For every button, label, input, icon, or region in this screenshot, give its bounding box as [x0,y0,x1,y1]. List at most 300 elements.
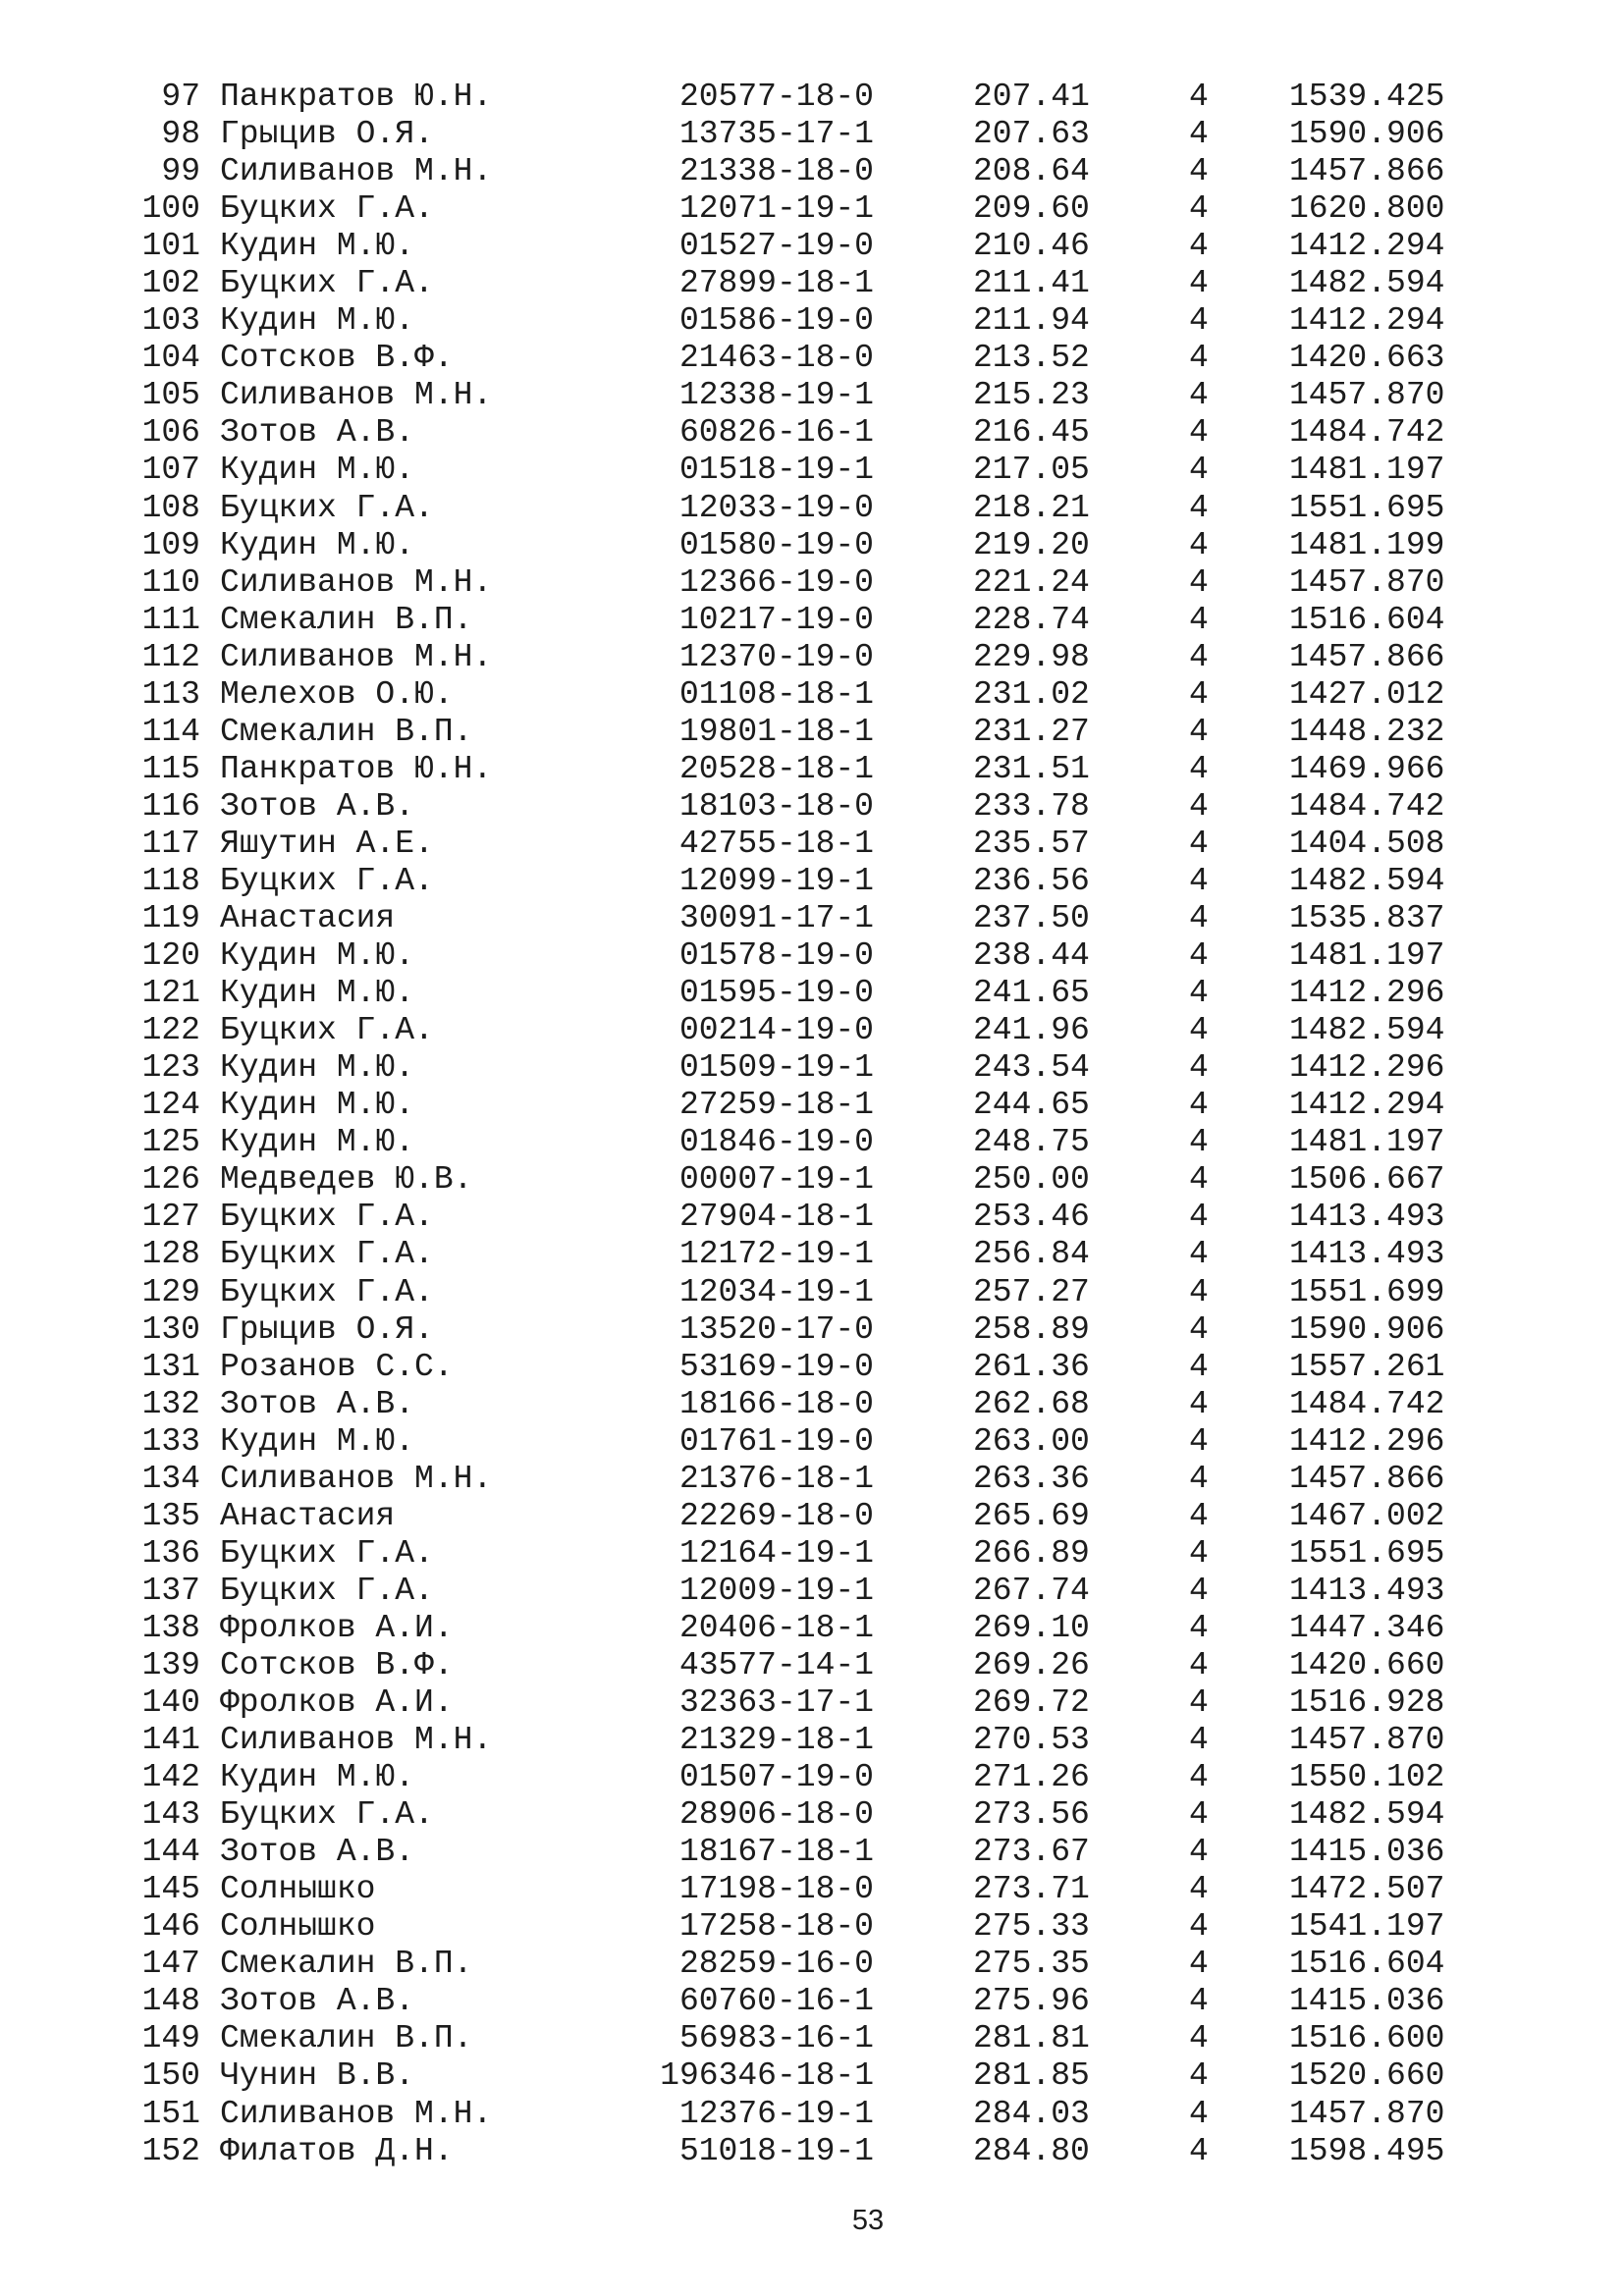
score-value: 1420.663 [1289,340,1445,377]
category-value: 4 [1189,862,1209,899]
table-row [0,1423,1624,1461]
category-value: 4 [1189,1422,1209,1460]
category-value: 4 [1189,1609,1209,1646]
time-value: 209.60 [973,190,1090,228]
time-value: 244.65 [973,1087,1090,1124]
record-code: 01761-19-0 [678,1422,874,1460]
score-value: 1404.508 [1289,825,1445,862]
record-code: 53169-19-0 [678,1348,874,1385]
record-code: 10217-19-0 [678,601,874,638]
category-value: 4 [1189,1385,1209,1422]
record-code: 30091-17-1 [678,900,874,937]
time-value: 263.36 [973,1460,1090,1497]
row-number: 139 [141,1646,200,1683]
time-value: 284.80 [973,2132,1090,2169]
time-value: 236.56 [973,862,1090,899]
score-value: 1506.667 [1289,1161,1445,1199]
participant-name: Розанов С.С. [220,1348,454,1385]
row-number: 143 [141,1796,200,1834]
table-row [0,900,1624,937]
table-row [0,1124,1624,1161]
table-row [0,116,1624,153]
record-code: 27899-18-1 [678,265,874,302]
score-value: 1467.002 [1289,1497,1445,1534]
score-value: 1482.594 [1289,1012,1445,1049]
participant-name: Буцких Г.А. [220,1273,434,1310]
score-value: 1469.966 [1289,750,1445,787]
record-code: 20528-18-1 [678,750,874,787]
table-row [0,228,1624,265]
table-row [0,1461,1624,1498]
record-code: 196346-18-1 [660,2057,874,2095]
time-value: 261.36 [973,1348,1090,1385]
row-number: 125 [141,1124,200,1161]
participant-name: Буцких Г.А. [220,1012,434,1049]
row-number: 108 [141,489,200,526]
participant-name: Силиванов М.Н. [220,1722,493,1759]
record-code: 12034-19-1 [678,1273,874,1310]
score-value: 1412.296 [1289,1422,1445,1460]
table-row [0,2057,1624,2095]
time-value: 221.24 [973,563,1090,601]
participant-name: Чунин В.В. [220,2057,415,2095]
time-value: 265.69 [973,1497,1090,1534]
participant-name: Мелехов О.Ю. [220,675,454,713]
score-value: 1535.837 [1289,900,1445,937]
participant-name: Кудин М.Ю. [220,975,415,1012]
table-row [0,527,1624,564]
time-value: 275.35 [973,1946,1090,1983]
time-value: 281.81 [973,2020,1090,2057]
participant-name: Зотов А.В. [220,1834,415,1871]
participant-name: Панкратов Ю.Н. [220,750,493,787]
row-number: 103 [141,302,200,340]
participant-name: Буцких Г.А. [220,1199,434,1236]
time-value: 263.00 [973,1422,1090,1460]
table-row [0,1349,1624,1386]
record-code: 18167-18-1 [678,1834,874,1871]
table-row [0,452,1624,489]
score-value: 1551.695 [1289,489,1445,526]
row-number: 130 [141,1310,200,1348]
participant-name: Зотов А.В. [220,1983,415,2020]
time-value: 248.75 [973,1124,1090,1161]
participant-name: Зотов А.В. [220,787,415,825]
category-value: 4 [1189,1124,1209,1161]
record-code: 00007-19-1 [678,1161,874,1199]
row-number: 101 [141,228,200,265]
time-value: 250.00 [973,1161,1090,1199]
record-code: 42755-18-1 [678,825,874,862]
participant-name: Смекалин В.П. [220,713,473,750]
time-value: 233.78 [973,787,1090,825]
table-row [0,1610,1624,1647]
row-number: 124 [141,1087,200,1124]
row-number: 134 [141,1460,200,1497]
time-value: 241.96 [973,1012,1090,1049]
category-value: 4 [1189,1273,1209,1310]
participant-name: Кудин М.Ю. [220,1759,415,1796]
record-code: 21329-18-1 [678,1722,874,1759]
score-value: 1415.036 [1289,1983,1445,2020]
category-value: 4 [1189,340,1209,377]
participant-name: Буцких Г.А. [220,1796,434,1834]
table-row [0,1199,1624,1236]
table-row [0,1274,1624,1311]
table-row [0,79,1624,116]
row-number: 107 [141,452,200,489]
participant-name: Буцких Г.А. [220,1236,434,1273]
record-code: 01846-19-0 [678,1124,874,1161]
table-row [0,937,1624,975]
record-code: 21463-18-0 [678,340,874,377]
score-value: 1590.906 [1289,116,1445,153]
row-number: 144 [141,1834,200,1871]
time-value: 273.71 [973,1871,1090,1908]
participant-name: Солнышко [220,1908,376,1946]
participant-name: Кудин М.Ю. [220,302,415,340]
record-code: 12033-19-0 [678,489,874,526]
table-row [0,1573,1624,1610]
participant-name: Яшутин А.Е. [220,825,434,862]
category-value: 4 [1189,1983,1209,2020]
category-value: 4 [1189,1534,1209,1572]
participant-name: Силиванов М.Н. [220,638,493,675]
time-value: 237.50 [973,900,1090,937]
participant-name: Буцких Г.А. [220,489,434,526]
row-number: 111 [141,601,200,638]
record-code: 13735-17-1 [678,116,874,153]
category-value: 4 [1189,79,1209,115]
record-code: 01527-19-0 [678,228,874,265]
score-value: 1484.742 [1289,414,1445,452]
row-number: 105 [141,377,200,414]
record-code: 12370-19-0 [678,638,874,675]
table-row [0,714,1624,751]
participant-name: Кудин М.Ю. [220,1422,415,1460]
row-number: 106 [141,414,200,452]
score-value: 1448.232 [1289,713,1445,750]
score-value: 1412.296 [1289,975,1445,1012]
participant-name: Силиванов М.Н. [220,1460,493,1497]
participant-name: Зотов А.В. [220,414,415,452]
table-row [0,1908,1624,1946]
record-code: 43577-14-1 [678,1646,874,1683]
record-code: 12009-19-1 [678,1572,874,1609]
record-code: 28906-18-0 [678,1796,874,1834]
category-value: 4 [1189,2095,1209,2132]
participant-name: Анастасия [220,1497,396,1534]
row-number: 128 [141,1236,200,1273]
category-value: 4 [1189,638,1209,675]
table-row [0,153,1624,190]
row-number: 110 [141,563,200,601]
row-number: 102 [141,265,200,302]
category-value: 4 [1189,1572,1209,1609]
record-code: 60826-16-1 [678,414,874,452]
time-value: 273.56 [973,1796,1090,1834]
table-row [0,1834,1624,1871]
record-code: 12164-19-1 [678,1534,874,1572]
results-table [0,79,1624,2170]
table-row [0,1311,1624,1349]
record-code: 27904-18-1 [678,1199,874,1236]
category-value: 4 [1189,1049,1209,1087]
participant-name: Кудин М.Ю. [220,937,415,975]
category-value: 4 [1189,2020,1209,2057]
category-value: 4 [1189,452,1209,489]
score-value: 1520.660 [1289,2057,1445,2095]
participant-name: Медведев Ю.В. [220,1161,473,1199]
row-number: 114 [141,713,200,750]
row-number: 140 [141,1684,200,1722]
score-value: 1482.594 [1289,265,1445,302]
table-row [0,1236,1624,1273]
score-value: 1541.197 [1289,1908,1445,1946]
time-value: 275.96 [973,1983,1090,2020]
table-row [0,1983,1624,2020]
record-code: 21338-18-0 [678,153,874,190]
category-value: 4 [1189,302,1209,340]
record-code: 12099-19-1 [678,862,874,899]
table-row [0,1871,1624,1908]
category-value: 4 [1189,1871,1209,1908]
participant-name: Буцких Г.А. [220,1534,434,1572]
table-row [0,602,1624,639]
score-value: 1620.800 [1289,190,1445,228]
time-value: 241.65 [973,975,1090,1012]
time-value: 218.21 [973,489,1090,526]
category-value: 4 [1189,1722,1209,1759]
table-row [0,302,1624,340]
page-number: 53 [851,2205,885,2236]
score-value: 1457.866 [1289,638,1445,675]
table-row [0,1161,1624,1199]
table-row [0,975,1624,1012]
row-number: 104 [141,340,200,377]
participant-name: Кудин М.Ю. [220,452,415,489]
category-value: 4 [1189,1199,1209,1236]
time-value: 267.74 [973,1572,1090,1609]
record-code: 13520-17-0 [678,1310,874,1348]
score-value: 1457.866 [1289,153,1445,190]
category-value: 4 [1189,675,1209,713]
time-value: 213.52 [973,340,1090,377]
category-value: 4 [1189,825,1209,862]
score-value: 1420.660 [1289,1646,1445,1683]
score-value: 1539.425 [1289,79,1445,115]
category-value: 4 [1189,265,1209,302]
table-row [0,1722,1624,1759]
category-value: 4 [1189,228,1209,265]
score-value: 1457.870 [1289,1722,1445,1759]
participant-name: Сотсков В.Ф. [220,1646,454,1683]
score-value: 1457.866 [1289,1460,1445,1497]
score-value: 1413.493 [1289,1236,1445,1273]
record-code: 20406-18-1 [678,1609,874,1646]
category-value: 4 [1189,1497,1209,1534]
time-value: 284.03 [973,2095,1090,2132]
row-number: 141 [141,1722,200,1759]
record-code: 12172-19-1 [678,1236,874,1273]
category-value: 4 [1189,1236,1209,1273]
score-value: 1482.594 [1289,862,1445,899]
row-number: 129 [141,1273,200,1310]
table-row [0,1796,1624,1834]
score-value: 1457.870 [1289,377,1445,414]
table-row [0,639,1624,676]
time-value: 256.84 [973,1236,1090,1273]
score-value: 1412.294 [1289,1087,1445,1124]
score-value: 1590.906 [1289,1310,1445,1348]
row-number: 142 [141,1759,200,1796]
score-value: 1516.928 [1289,1684,1445,1722]
score-value: 1447.346 [1289,1609,1445,1646]
table-row [0,826,1624,863]
row-number: 137 [141,1572,200,1609]
row-number: 97 [161,79,200,115]
table-row [0,676,1624,714]
table-row [0,414,1624,452]
table-row [0,788,1624,826]
time-value: 207.41 [973,79,1090,115]
category-value: 4 [1189,1348,1209,1385]
time-value: 243.54 [973,1049,1090,1087]
category-value: 4 [1189,116,1209,153]
table-row [0,751,1624,788]
row-number: 132 [141,1385,200,1422]
time-value: 219.20 [973,526,1090,563]
participant-name: Силиванов М.Н. [220,153,493,190]
row-number: 117 [141,825,200,862]
time-value: 238.44 [973,937,1090,975]
record-code: 01578-19-0 [678,937,874,975]
table-row [0,863,1624,900]
participant-name: Буцких Г.А. [220,1572,434,1609]
score-value: 1412.296 [1289,1049,1445,1087]
table-row [0,1647,1624,1684]
time-value: 262.68 [973,1385,1090,1422]
record-code: 12376-19-1 [678,2095,874,2132]
record-code: 12071-19-1 [678,190,874,228]
time-value: 231.27 [973,713,1090,750]
row-number: 113 [141,675,200,713]
participant-name: Смекалин В.П. [220,601,473,638]
row-number: 120 [141,937,200,975]
category-value: 4 [1189,601,1209,638]
row-number: 131 [141,1348,200,1385]
record-code: 01509-19-1 [678,1049,874,1087]
row-number: 121 [141,975,200,1012]
table-row [0,190,1624,228]
record-code: 12338-19-1 [678,377,874,414]
table-row [0,377,1624,414]
table-row [0,1684,1624,1722]
category-value: 4 [1189,190,1209,228]
record-code: 01507-19-0 [678,1759,874,1796]
participant-name: Фролков А.И. [220,1684,454,1722]
score-value: 1516.604 [1289,601,1445,638]
category-value: 4 [1189,414,1209,452]
category-value: 4 [1189,1796,1209,1834]
category-value: 4 [1189,526,1209,563]
time-value: 257.27 [973,1273,1090,1310]
table-row [0,2133,1624,2170]
time-value: 253.46 [973,1199,1090,1236]
time-value: 216.45 [973,414,1090,452]
record-code: 01108-18-1 [678,675,874,713]
time-value: 258.89 [973,1310,1090,1348]
record-code: 22269-18-0 [678,1497,874,1534]
row-number: 148 [141,1983,200,2020]
record-code: 51018-19-1 [678,2132,874,2169]
score-value: 1481.197 [1289,1124,1445,1161]
record-code: 00214-19-0 [678,1012,874,1049]
time-value: 270.53 [973,1722,1090,1759]
participant-name: Буцких Г.А. [220,862,434,899]
score-value: 1457.870 [1289,563,1445,601]
time-value: 273.67 [973,1834,1090,1871]
row-number: 112 [141,638,200,675]
time-value: 211.94 [973,302,1090,340]
row-number: 127 [141,1199,200,1236]
record-code: 28259-16-0 [678,1946,874,1983]
time-value: 217.05 [973,452,1090,489]
category-value: 4 [1189,1310,1209,1348]
record-code: 60760-16-1 [678,1983,874,2020]
category-value: 4 [1189,937,1209,975]
category-value: 4 [1189,153,1209,190]
row-number: 150 [141,2057,200,2095]
participant-name: Грыцив О.Я. [220,116,434,153]
score-value: 1413.493 [1289,1199,1445,1236]
table-row [0,490,1624,527]
record-code: 18103-18-0 [678,787,874,825]
participant-name: Кудин М.Ю. [220,526,415,563]
row-number: 100 [141,190,200,228]
score-value: 1484.742 [1289,1385,1445,1422]
time-value: 269.26 [973,1646,1090,1683]
table-row [0,1946,1624,1983]
row-number: 126 [141,1161,200,1199]
table-row [0,1087,1624,1124]
score-value: 1427.012 [1289,675,1445,713]
participant-name: Смекалин В.П. [220,2020,473,2057]
time-value: 235.57 [973,825,1090,862]
time-value: 215.23 [973,377,1090,414]
row-number: 116 [141,787,200,825]
category-value: 4 [1189,1646,1209,1683]
time-value: 269.72 [973,1684,1090,1722]
row-number: 98 [161,116,200,153]
record-code: 21376-18-1 [678,1460,874,1497]
participant-name: Силиванов М.Н. [220,563,493,601]
participant-name: Грыцив О.Я. [220,1310,434,1348]
score-value: 1472.507 [1289,1871,1445,1908]
record-code: 01518-19-1 [678,452,874,489]
category-value: 4 [1189,563,1209,601]
category-value: 4 [1189,2132,1209,2169]
time-value: 210.46 [973,228,1090,265]
participant-name: Кудин М.Ю. [220,228,415,265]
category-value: 4 [1189,750,1209,787]
score-value: 1415.036 [1289,1834,1445,1871]
table-row [0,1012,1624,1049]
participant-name: Зотов А.В. [220,1385,415,1422]
time-value: 266.89 [973,1534,1090,1572]
row-number: 133 [141,1422,200,1460]
category-value: 4 [1189,900,1209,937]
